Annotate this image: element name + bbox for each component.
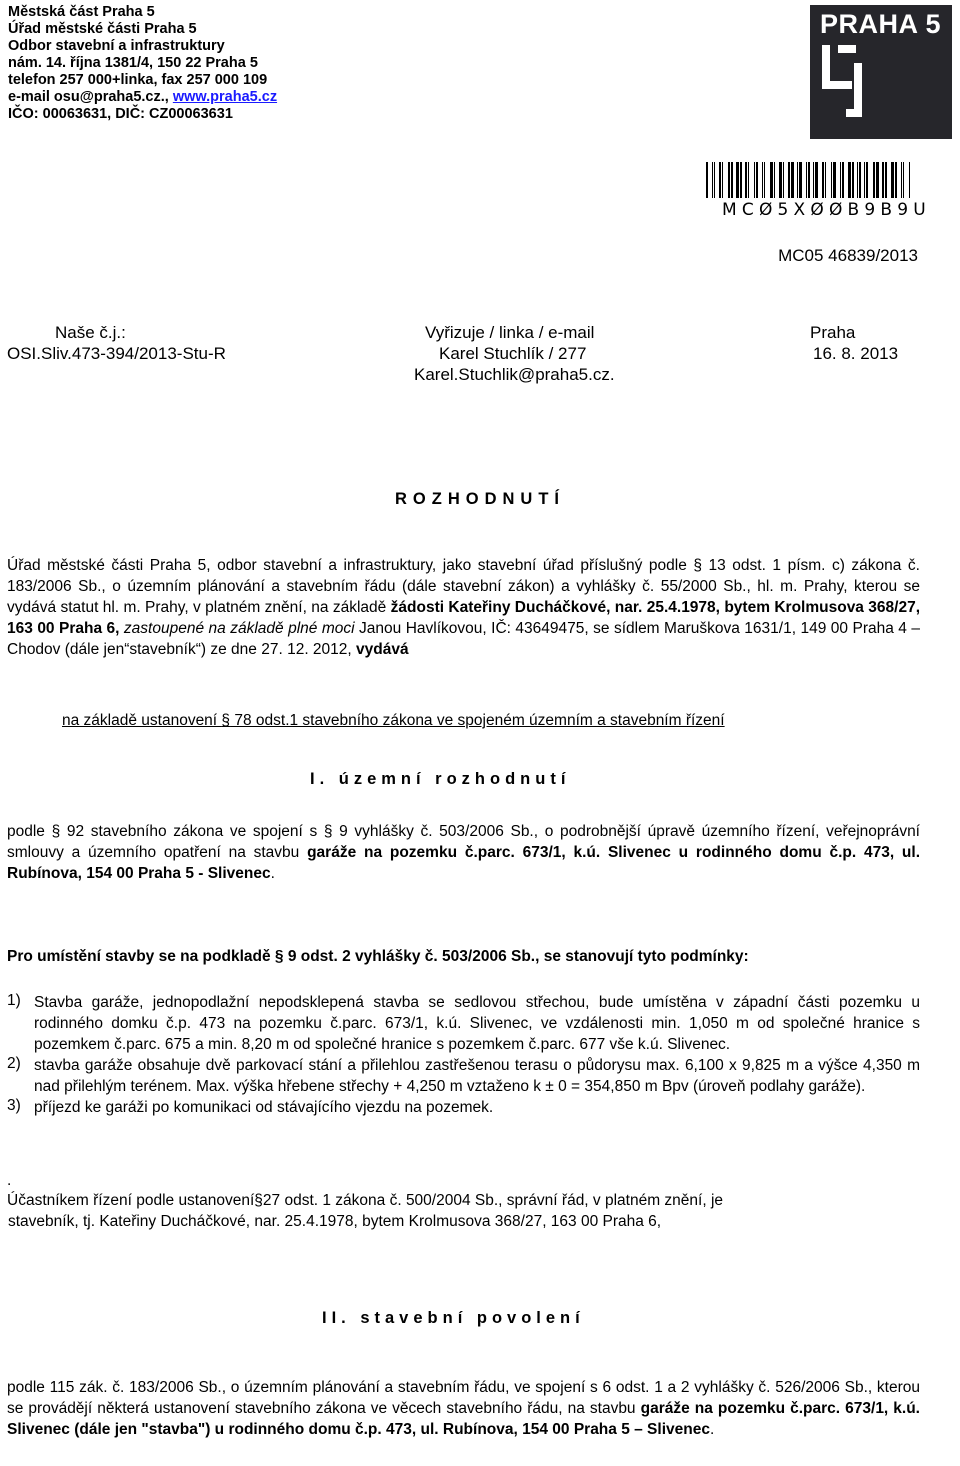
barcode-bar xyxy=(756,162,758,198)
section-sign-icon: § xyxy=(221,712,231,729)
stray-dot: . xyxy=(7,1172,12,1189)
barcode-bar xyxy=(740,162,742,198)
section-1-title: I. územní rozhodnutí xyxy=(310,770,571,788)
participants-paragraph: Účastníkem řízení podle ustanovení § 27 odst. 1 zákona č. 500/2004 Sb., správní řád, v platném znění, je stavebník, tj. Kateřiny Ducháčkové, nar. 25.4.1978, bytem Krolmusova 368/27, 163 00 Praha 6, xyxy=(7,1190,957,1232)
praha5-logo xyxy=(810,5,952,139)
barcode-bar xyxy=(842,162,844,198)
barcode-bar xyxy=(815,162,818,198)
barcode-bar xyxy=(852,162,854,198)
barcode-text: MCØ5XØØB9B9U xyxy=(722,200,931,220)
section-sign-icon: § xyxy=(51,823,61,840)
barcode-bar xyxy=(736,162,739,198)
barcode-bar xyxy=(901,162,902,198)
barcode-bar xyxy=(806,162,807,198)
barcode-bar xyxy=(762,162,763,198)
conditions-heading: Pro umístění stavby se na podkladě § 9 odst. 2 vyhlášky č. 503/2006 Sb., se stanovují tyto podmínky: xyxy=(7,948,749,965)
barcode-bar xyxy=(822,162,824,198)
barcode-bar xyxy=(745,162,747,198)
barcode-bar xyxy=(857,162,858,198)
barcode-bar xyxy=(748,162,749,198)
section-sign-icon: § xyxy=(254,1192,263,1209)
barcode-bar xyxy=(859,162,861,198)
barcode-bar xyxy=(731,162,733,198)
barcode-bar xyxy=(873,162,875,198)
barcode-icon xyxy=(706,162,912,200)
decision-1-paragraph: podle § 92 stavebního zákona ve spojení s § 9 vyhlášky č. 503/2006 Sb., o podrobnější úpravě územního řízení, veřejnoprávní smlouvy a územního opatření na stavbu garáže na pozemku č.parc. 673/1, k.ú. Slivenec u rodinného domu č.p. 473, ul. Rubínova, 154 00 Praha 5 - Slivenec. xyxy=(7,823,920,882)
barcode-bar xyxy=(754,162,755,198)
website-link[interactable]: www.praha5.cz xyxy=(172,89,278,105)
our-reference xyxy=(7,322,226,364)
barcode-bar xyxy=(799,162,802,198)
barcode-bar xyxy=(903,162,904,198)
handled-by-name: Karel Stuchlík / 277 xyxy=(439,344,587,363)
barcode-bar xyxy=(712,162,713,198)
intro-paragraph: Úřad městské části Praha 5, odbor stavební a infrastruktury, jako stavební úřad příslušný podle § 13 odst. 1 písm. c) zákona č. 183/2006 Sb., o územním plánování a stavebním řádu (dále stavební zákon) a vyhlášky č. 55/2000 Sb., hl. m. Prahy, kterou se vydává statut hl. m. Prahy, v platném znění, na základě žádosti Kateřiny Ducháčkové, nar. 25.4.1978, bytem Krolmusova 368/27, 163 00 Praha 6, zastoupené na základě plné moci Janou Havlíkovou, IČ: 43649475, se sídlem Maruškova 1631/1, 149 00 Praha 4 – Chodov (dále jen“stavebník“) ze dne 27. 12. 2012, vydává xyxy=(7,557,921,658)
barcode-bar xyxy=(825,162,826,198)
barcode-bar xyxy=(706,162,708,198)
barcode-bar xyxy=(840,162,841,198)
barcode-bar xyxy=(791,162,794,198)
barcode-bar xyxy=(876,162,879,198)
handled-by xyxy=(414,322,615,385)
participants-line: Účastníkem řízení podle ustanovení § 27 odst. 1 zákona č. 500/2004 Sb., správní řád, v platném znění, je xyxy=(7,1192,724,1209)
barcode-bar xyxy=(866,162,868,198)
barcode-bar xyxy=(891,162,894,198)
handled-by-email: Karel.Stuchlik@praha5.cz. xyxy=(414,365,615,384)
barcode-bar xyxy=(797,162,798,198)
barcode-bar xyxy=(864,162,865,198)
barcode-bar xyxy=(783,162,784,198)
barcode-bar xyxy=(728,162,730,198)
header-line: Městská část Praha 5 xyxy=(8,4,155,20)
legal-basis: na základě ustanovení § 78 odst.1 stavebního zákona ve spojeném územním a stavebním řízení xyxy=(62,712,725,729)
decision-2-paragraph: podle 115 zák. č. 183/2006 Sb., o územním plánování a stavebním řádu, ve spojení s 6 odst. 1 a 2 vyhlášky č. 526/2006 Sb., kterou se provádějí některá ustanovení stavebního zákona ve věcech stavebního řádu, na stavbu garáže na pozemku č.parc. 673/1, k.ú. Slivenec (dále jen "stavba") u rodinného domu č.p. 473, ul. Rubínova, 154 00 Praha 5 – Slivenec. xyxy=(7,1379,920,1438)
logo-text: PRAHA 5 xyxy=(820,9,942,39)
barcode-bar xyxy=(831,162,832,198)
date: 16. 8. 2013 xyxy=(813,344,899,363)
office-header xyxy=(8,4,277,123)
barcode-bar xyxy=(895,162,897,198)
barcode-bar xyxy=(885,162,887,198)
list-item: 1) Stavba garáže, jednopodlažní nepodsklepená stavba se sedlovou střechou, bude umístěna v západní části pozemku u rodinného domku č.p. 473 na pozemku č.parc. 673/1, k.ú. Slivenec, ve vzdálenosti min. 1,050 m od společné hranice s pozemkem č.parc. 675 a min. 8,20 m od společné hranice s pozemkem č.parc. 677 vše k.ú. Slivenec. xyxy=(7,992,920,1053)
barcode-bar xyxy=(719,162,721,198)
barcode-bar xyxy=(882,162,884,198)
handled-by-label: Vyřizuje / linka / e-mail xyxy=(425,323,595,342)
place-date xyxy=(810,322,898,364)
barcode-bar xyxy=(788,162,790,198)
logo-mark-icon xyxy=(810,5,952,139)
section-sign-icon: § xyxy=(323,823,333,840)
list-item: 2) stavba garáže obsahuje dvě parkovací stání a přilehlou zastřešenou terasu o půdorysu max. 6,100 x 9,825 m a výšce 4,350 m nad přilehlým terénem. Max. výška hřebene střechy + 4,250 m vztaženo k ± 0 = 354,850 m Bpv (úroveň podlahy garáže). xyxy=(7,1055,920,1095)
header-line: nám. 14. října 1381/4, 150 22 Praha 5 xyxy=(8,55,258,71)
barcode-bar xyxy=(774,162,775,198)
barcode-bar xyxy=(770,162,773,198)
barcode-bar xyxy=(779,162,782,198)
barcode-bar xyxy=(722,162,723,198)
section-2-title: II. stavební povolení xyxy=(322,1309,585,1327)
our-reference-value: OSI.Sliv.473-394/2013-Stu-R xyxy=(7,344,226,363)
header-line: IČO: 00063631, DIČ: CZ00063631 xyxy=(8,106,233,122)
header-line: telefon 257 000+linka, fax 257 000 109 xyxy=(8,72,268,88)
header-email-line: e-mail osu@praha5.cz., www.praha5.cz xyxy=(8,89,278,105)
conditions-list xyxy=(7,992,920,1118)
header-line: Odbor stavební a infrastruktury xyxy=(8,38,225,54)
section-sign-icon: § xyxy=(274,948,284,965)
our-reference-label: Naše č.j.: xyxy=(55,323,126,342)
document-number: MC05 46839/2013 xyxy=(778,246,918,265)
section-sign-icon: § xyxy=(693,557,703,574)
document-title: ROZHODNUTÍ xyxy=(395,490,565,508)
barcode-bar xyxy=(714,162,715,198)
barcode-bar xyxy=(808,162,810,198)
barcode-bar xyxy=(833,162,836,198)
header-line: Úřad městské části Praha 5 xyxy=(8,21,197,37)
barcode-bar xyxy=(813,162,814,198)
barcode-bar xyxy=(909,162,910,198)
barcode-bar xyxy=(764,162,765,198)
barcode-bar xyxy=(848,162,851,198)
list-item: 3) příjezd ke garáži po komunikaci od stávajícího vjezdu na pozemek. xyxy=(7,1097,494,1116)
place: Praha xyxy=(810,323,856,342)
